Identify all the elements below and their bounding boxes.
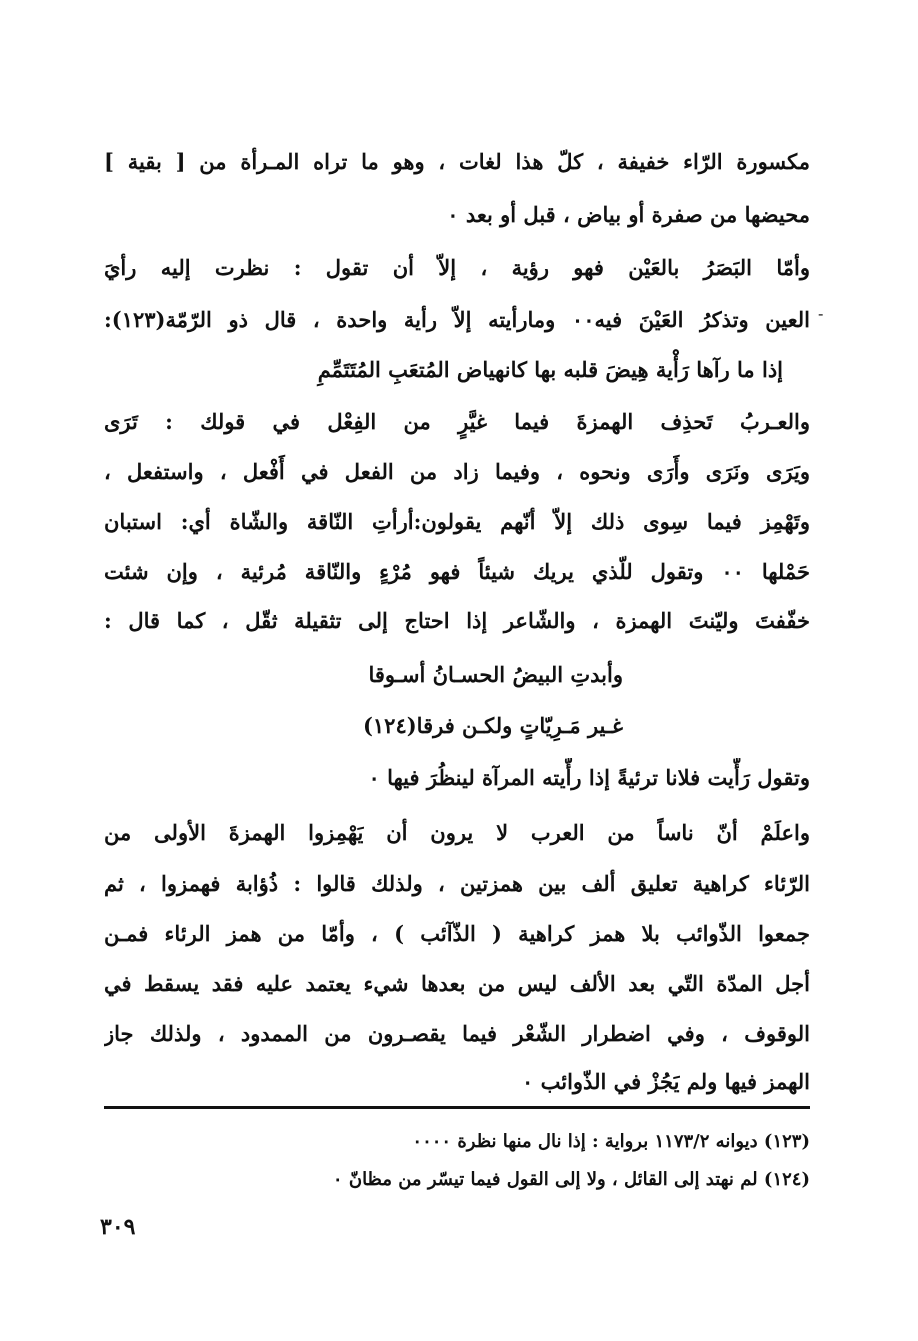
text-line: وتَهْمِز فيما سِوى ذلك إلاّ أنّهم يقولون:أرأتِ النّاقة والشّاة أي: استبان [104, 509, 810, 534]
text-line: أجل المدّة التّي بعد الألف ليس من بعدها شيء يعتمد عليه فقد يسقط في [104, 971, 810, 996]
verse-line: وأبدتِ البيضُ الحسـانُ أسـوقا [368, 662, 623, 687]
text-line: العين وتذكرُ العَيْنَ فيه٠٠ ومارأيته إلاّ رأية واحدة ، قال ذو الرّمّة(١٢٣): [104, 307, 810, 332]
text-line: مكسورة الرّاء خفيفة ، كلّ هذا لغات ، وهو ما تراه المـرأة من [ بقية ] [104, 149, 810, 174]
text-line: الرّئاء كراهية تعليق ألف بين همزتين ، ولذلك قالوا : ذُؤابة فهمزوا ، ثم [104, 871, 810, 896]
margin-mark: - [818, 304, 824, 323]
text-line: والعـربُ تَحذِف الهمزةَ فيما غيَّرٍ من الفِعْل في قولك : تَرَى [104, 409, 810, 434]
text-line: جمعوا الذّوائب بلا همز كراهية ( الذّآئب ) ، وأمّا من همز الرئاء فمـن [104, 921, 810, 946]
footnote-divider [104, 1106, 810, 1109]
text-line: وأمّا البَصَرُ بالعَيْن فهو رؤية ، إلاّ أن تقول : نظرت إليه رأيَ [104, 255, 810, 280]
verse-line: إذا ما رآها رَأْية هِيضَ قلبه بها كانهياض المُتعَبِ المُتَتَمِّمِ [317, 357, 783, 382]
verse-line: غـير مَـرِيّاتٍ ولكـن فرقا(١٢٤) [362, 713, 623, 738]
page-number: ٣٠٩ [100, 1214, 136, 1240]
text-line: محيضها من صفرة أو بياض ، قبل أو بعد ٠ [447, 202, 810, 227]
text-line: وتقول رَأّيت فلانا ترئيةً إذا رأّيته المرآة لينظُرَ فيها ٠ [368, 765, 810, 790]
text-line: حَمْلها ٠٠ وتقول للّذي يريك شيئاً فهو مُرْءٍ والنّاقة مُرئية ، وإن شئت [104, 559, 810, 584]
text-line: ويَرَى ونَرَى وأَرَى ونحوه ، وفيما زاد من الفعل في أَفْعل ، واستفعل ، [104, 459, 810, 484]
footnote: (١٢٣) ديوانه ١١٧٣/٢ برواية : إذا نال منها نظرة ٠٠٠٠ [412, 1131, 810, 1152]
text-line: واعلَمْ أنّ ناساً من العرب لا يرون أن يَهْمِزوا الهمزةَ الأولى من [104, 820, 810, 845]
text-line: الهمز فيها ولم يَجُزْ في الذّوائب ٠ [522, 1069, 810, 1094]
footnote: (١٢٤) لم نهتد إلى القائل ، ولا إلى القول فيما تيسّر من مظانّ ٠ [332, 1169, 810, 1190]
text-line: الوقوف ، وفي اضطرار الشّعْر فيما يقصـرون من الممدود ، ولذلك جاز [104, 1021, 810, 1046]
text-line: خفّفتَ وليّنتَ الهمزة ، والشّاعر إذا احتاج إلى تثقيلة ثقّل ، كما قال : [104, 608, 810, 633]
